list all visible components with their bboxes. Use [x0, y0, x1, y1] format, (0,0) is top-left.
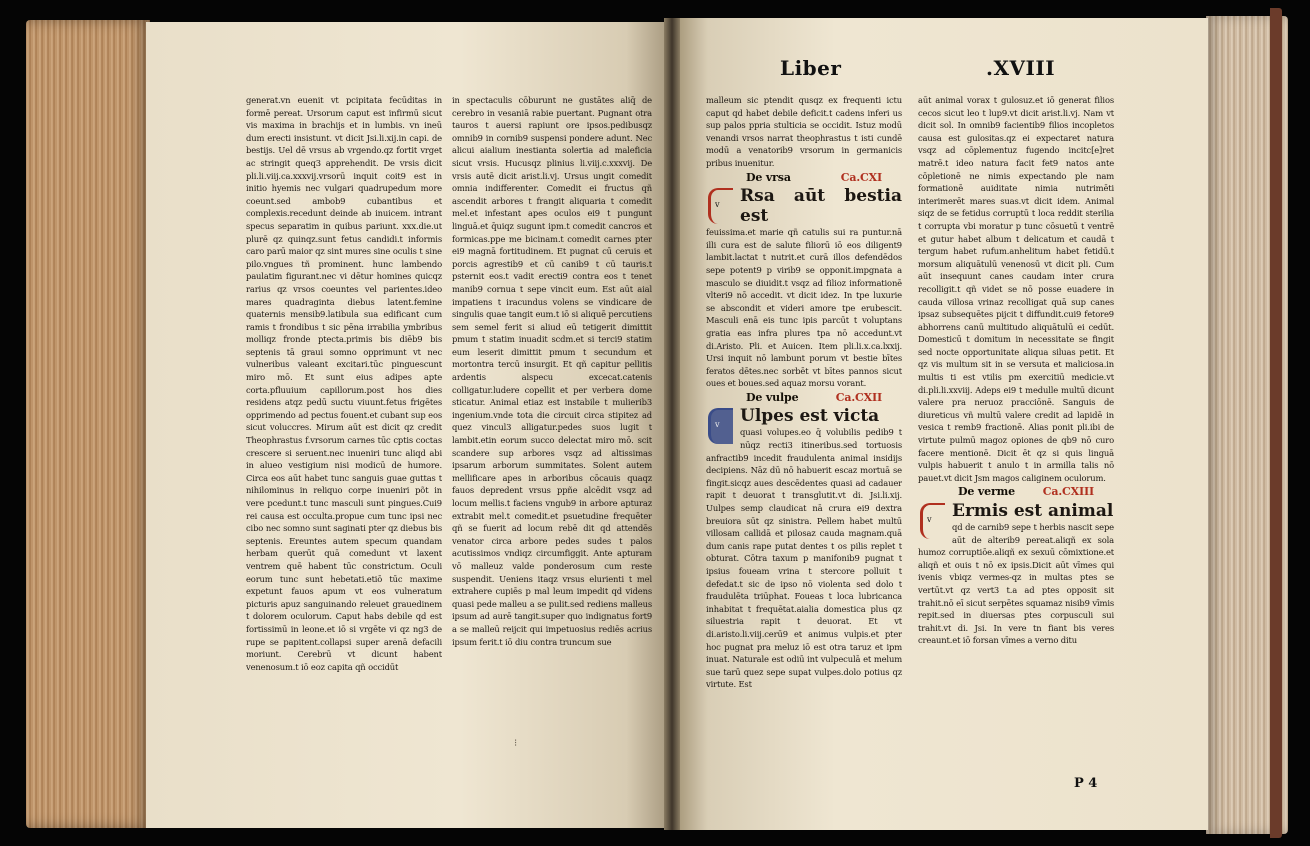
chapter-number: Ca.CXII	[835, 390, 882, 404]
chapter-opening-line: Ulpes est victa	[740, 406, 880, 427]
pencil-mark: ⁝	[514, 738, 518, 749]
column-text: aūt animal vorax t gulosuz.et iō generat filios cecos sicut leo t lup9.vt dicit arist.li.vj. Nam vt dicit sol. In omnib9 facientib9 filios incopletos causa est gulositas.qz ei expectaret natura vsqz ad cōplementuz fugendo incitc[e]ret matrē.t ideo natura facit fet9 natos ante cōpletionē ne nimis expectando ple nam formationē auiditate nimia nutrimēti interimerēt mares suas.vt dicit idem. Animal siqz de se fetidus corruptū t loca reddit sterilia t corrupta vbi moratur p tunc cōsuetū t ventrē et gutur habet album t delicatum et caudā t tergum habet rufum.anhelitum habet fetidū.t morsum aliquātulū venenosū vt dicit pli. Cum aūt insequunt canes caudam inter crura recolligit.t qñ videt se nō posse euadere in cauda villosa vrinaz recolligat quā sup canes ipsaz subsequētes pijcit t diffundit.cui9 fetore9 abhorrens canū multitudo aliquātulū ei cedūt. Domesticū t domitum in necessitate se fingit sed nocte opportunitate aliqua siluas petit. Et qz vis multum sit in se versuta et maliciosa.in multis ti est vtilis pm exercitiū medicie.vt di.pli.li.xxviij. Adeps ei9 t medulle multū dicunt valere pra neruoz pracciōnē. Sanguis de diureticus vñ multū valere credit ad lapidē in vesica t remb9 fractionē. Alias ponit pli.ibi de virtute pulmū magoz opiones de qb9 nō curo facere mentionē. Dicit ēt qz si quis linguā vulpis habuerit t anulo t in armilla talis nō pauet.vt dicit Jsm magos caliginem oculorum.	[918, 95, 1114, 483]
chapter-heading-de-vulpe	[706, 392, 902, 405]
left-page-column-1	[246, 94, 442, 714]
column-text: malleum sic ptendit qusqz ex frequenti ictu caput qd habet debile deficit.t cadens inferi us sup palos ppria stulticia se occidit. Istuz modū venandi vrsos narrat theophrastus t isti cundē modū a venatorib9 vrsorum in germanicis pribus inuenitur.	[706, 95, 902, 168]
chapter-heading-de-vrsa	[706, 172, 902, 185]
rubricated-initial-icon: v	[706, 188, 736, 222]
chapter-opening-line: Rsa aūt bestia est	[740, 186, 902, 227]
running-head-liber: Liber	[780, 56, 842, 80]
blue-initial-icon: v	[706, 408, 736, 442]
chapter-text: qd de carnib9 sepe t herbis nascit sepe aūt de alterib9 pereat.aliqñ ex sola humoz corruptiōe.aliqñ ex sexuū cōmixtione.et aliqñ et ouis t nō ex ipsis.Dicit aūt vīmes qui ivenis vbiqz vermes-qz in multas ptes se vertūt.vt qz vert3 t.a ad ptes opposit sit trahit.nō eī sicut serpētes squamaz nisib9 vīmis repit.sed in diuersas ptes corpusculi sui trahit.vt di. Jsi. In vere tn fiant bis veres creaunt.et iō forsan vīmes a verno ditu	[918, 522, 1114, 646]
chapter-title: De vulpe	[746, 390, 799, 404]
chapter-title: De verme	[958, 485, 1015, 499]
folio-signature: P 4	[1074, 776, 1098, 791]
right-page-column-2	[918, 94, 1114, 744]
chapter-title: De vrsa	[746, 170, 791, 184]
chapter-heading-de-verme	[918, 486, 1114, 499]
book-gutter	[664, 18, 680, 830]
chapter-text: feuissima.et marie qñ catulis sui ra puntur.nā illi cura est de salute filiorū iō eos diligent9 lambit.lactat t nutrit.et curā illos defendēdos sepe potent9 p virib9 se opponit.impgnata a masculo se diuidit.t vsqz ad filioz informationē vlteri9 nō accedit. vt dicit idez. In tpe luxurie se abscondit et videri amore tpe erubescit. Masculi enā eis tunc ipis parcūt t voluptans gratia eas infra plures tpa nō accedunt.vt di.Aristo. Pli. et Auicen. Item pli.li.x.ca.lxxij. Ursi inquit nō lambunt porum vt bestie bītes feratos dētes.nec sorbēt vt bītes pannos sicut oues et boues.sed aquaz morsu vorant.	[706, 227, 902, 389]
left-page-edges	[26, 20, 150, 828]
rubricated-initial-icon: v	[918, 503, 948, 537]
column-text: generat.vn euenit vt pcipitata fecūditas in formē pereat. Ursorum caput est infirmū sicut vis maxima in brachijs et in lumbis. vn ineū dum erecti insistunt. vt dicit Jsi.li.xij.in capi. de bestijs. Uel dē vrsus ab vrgendo.qz fortit vrget ac stringit queq3 apprehendit. De vrsis dicit pli.li.viij.ca.xxxvij.vrsorū inquit coit9 est in initio hyemis nec vulgari quadrupedum more coeunt.sed ambob9 cubantibus et complexis.recedunt deinde ab inuicem. intrant specus separatim in quibus pariunt. xxx.die.ut plurē qz quinqz.sunt fetus candidi.t informis caro parū maior qz sint mures sine oculis t sine pilo.vngues tñ prominent. hunc lambendo paulatim figurant.nec vi dētur homines quicqz rarius qz vrsos coeuntes vel parientes.ideo mares quadraginta diebus latent.femine quaternis mensib9.latibula sua edificant cum ramis t frondibus t sic pēna irrabilia ymbribus molliqz fronde ptecta.primis bis diēb9 bis septenis tā graui somno opprimunt vt nec vulneribus valeant excitari.tūc pinguescunt miro mō. Et sunt eius adipes apte corta.pfluuium capillorum.post hos dies residens atqz pedū suctu viuunt.fetus frigētes opprimendo ad pectus fouent.et cubant sup eos sicut voluccres. Mirum aūt est dicit qz credit Theophrastus f.vrsorum carnes tūc cptis coctas crescere si seruent.nec inueniri tunc aliqd abi in alueo vestigium nisi modicū de humore. Circa eos aūt habet tunc sanguis guae guttas t nihilominus in reliquo corpe inueniri põt in vere pcedunt.t tunc masculi sunt pingues.Cui9 rei causa est occulta.propue cum tunc ipsi nec cibo nec somno sunt saginati pter qz diebus bis septenis. Ereuntes autem specum quandam herbam querūt quā comedunt vt laxent ventrem quē habent tūc constrictum. Oculi eorum tunc sunt hebetati.etiō tūc maxime expetunt fauos apum vt eos vulneratum picturis apuz sanguinando releuet grauedinem t dolorem oculorum. Caput habs debile qd est fortissimū in leone.et iō si vrgēte vi qz ng3 de rupe se papitent.collapsi super arenā defacili moriunt. Cerebrū vt dicunt habent venenosum.t iō eoz capita qñ occidūt	[246, 95, 442, 672]
book-cover-edge	[1270, 8, 1282, 838]
chapter-opening-line: Ermis est animal	[952, 501, 1114, 521]
chapter-number: Ca.CXI	[840, 170, 882, 184]
chapter-number: Ca.CXIII	[1042, 485, 1094, 499]
left-page-column-2	[452, 94, 652, 712]
right-page-column-1	[706, 94, 902, 822]
chapter-text: quasi volupes.eo q̄ volubilis pedib9 t nūqz recti3 itineribus.sed tortuosis anfractib9 incedit fraudulenta animal insidijs decipiens. Nāz dū nō habuerit escaz mortuā se fingit.sicqz aues descēdentes quasi ad cadauer rapit t deuorat t transglutit.vt di. Jsi.li.xij. Uulpes semp claudicat nā crura ei9 dextra breuiora sūt qz sinistra. Pellem habet multū villosam callidā et pilosaz cauda magnam.quā dum canis rape putat dentes t os pilis replet t obturat. Cōtra taxum p manifonib9 pugnat t ipsius foueam vrina t stercore polluit t defedat.t sic de ipso nō violenta sed dolo t fraudulēta triūphat. Foueas t loca lubricanca inhabitat t frequētat.aialia domestica plus qz siluestria rapit t deuorat. Et vt di.aristo.li.viij.cerū9 et animus vulpis.et pter hoc pugnat pra meluz iō est otra taruz et ipm inuat. Naturale est odiū int vulpeculā et melum sue tarū quez sepe supat vulpes.dolo potius qz virtute. Est	[706, 427, 902, 690]
running-head-book-number: .XVIII	[986, 56, 1056, 80]
column-text: in spectaculis cōburunt ne gustātes aliq̄ de cerebro in vesaniā rabie puertant. Pugnant otra tauros t auersi rapiunt ore ipsos.pedibusqz omnib9 in cornib9 suspensi pondere adunt. Nec alicui aialium inestianta solertia ad maleficia sicut vrsis. Hucusqz plinius li.viij.c.xxxvij. De vrsis autē dicit arist.li.vj. Ursus ungit comedit omnia indifferenter. Comedit ei fructus qñ ascendit arbores t frangit aliquaria t comedit mel.et infestant apes oculos ei9 t pungunt linguā.et q̄uiqz sugunt ipm.t comedit cancros et formicas.ppe me bicinam.t comedit carnes pter ei9 magnā fortitudinem. Et pugnat cū ceruis et porcis agrestib9 et cū canib9 t cū tauris.t psternit eos.t vadit erecti9 contra eos t tenet manib9 cornua t sepe vincit eum. Est aūt aial impatiens t iracundus volens se vindicare de singulis quae tangit eum.t iō si aliquē percutiens sem semel ferit si aliud eū tetigerit dimittit pmum t statim inuadit scdm.et si terci9 statim eum leserit dimittit pmum t secundum et mortontra tercū insurgit. Et qñ capitur pellitis ardentis alspecu excecat.catenis colligatur.ludere copellit et per verbera dome sticatur. Animal etiaz est instabile t mulierib3 ingenium.vnde tota die circuit circa stipitez ad quez vincul3 alligatur.pedes suos lugit t lambit.etin eorum succo delectat miro mō. scit scandere sup arbores vsqz ad altissimas ipsarum arborum summitates. Solent autem mellificare apes in arboribus cōcauis quaqz fauos depredent vrsus ppñe alcēdit vsqz ad locum mellis.t faciens vngub9 in arbore apturaz extrabit mel.t comedit.et psuetudine frequēter qñ se fuerit ad locum rebē dit qd attendēs venator circa arbore pedes sudes t palos acutissimos vndiqz circumfiggit. Ante apturam vō malleuz valde ponderosum cum reste suspendit. Ueniens itaqz vrsus elurienti t mel extrahere cupiēs p mal leum impedit qd videns quasi pede malleu a se pulit.sed rediens malleus ipsum ad aurē tangit.super quo indignatus fort9 a se malleū reijcit qui impetuosius rediēs acrius ipsum ferit.t iō diu contra truncum sue	[452, 95, 652, 647]
